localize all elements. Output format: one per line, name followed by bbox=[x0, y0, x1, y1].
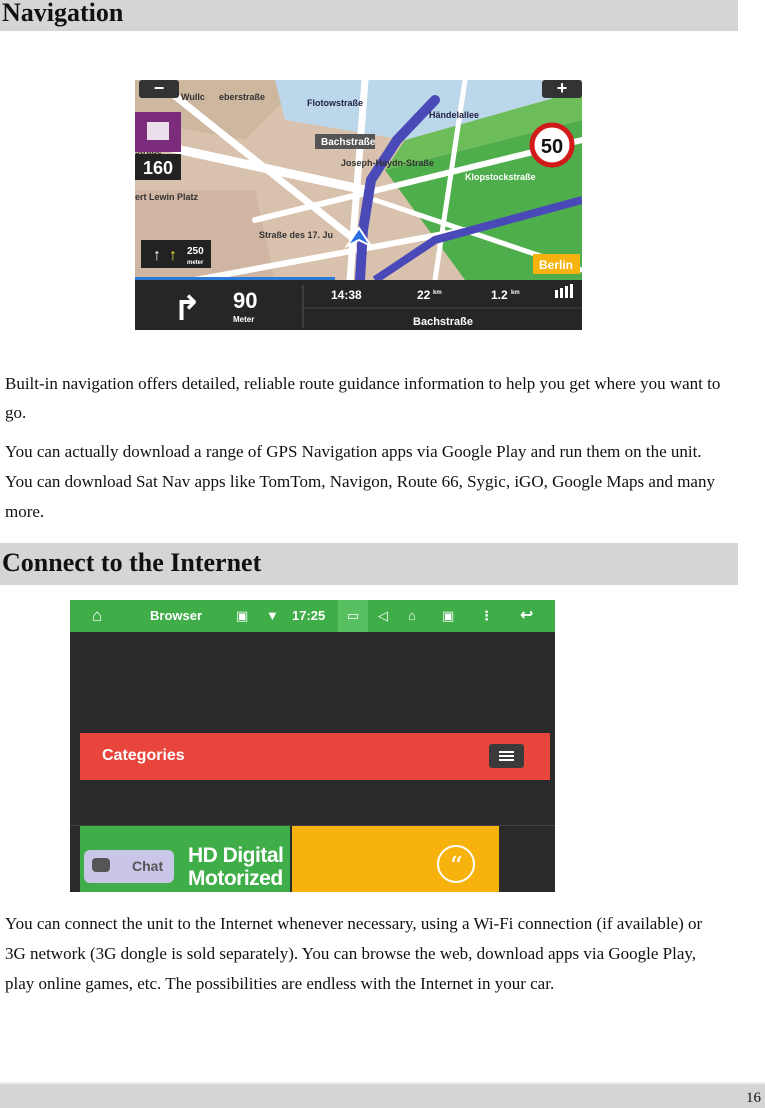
arrival-time: 14:38 bbox=[331, 288, 362, 302]
chat-label: Chat bbox=[132, 858, 164, 874]
svg-text:km: km bbox=[511, 290, 520, 296]
tile-text-line2: Motorized bbox=[188, 867, 283, 890]
quote-tile[interactable] bbox=[292, 826, 499, 892]
browser-topbar bbox=[70, 600, 555, 632]
navigation-paragraph-1: Built-in navigation offers detailed, reliable route guidance information to help you get where you want to go. bbox=[5, 374, 721, 422]
street-label: Händelallee bbox=[429, 110, 480, 120]
internet-paragraph-1: You can connect the unit to the Internet whenever necessary, using a Wi-Fi connection (if available) or 3G network (3G dongle is sold separately). You can browse the web, download apps via Google Play, play online games, etc. The possibilities are endless with the Internet in your car. bbox=[5, 914, 703, 993]
window-icon[interactable]: ▭ bbox=[338, 600, 368, 632]
more-icon[interactable]: ⋮ bbox=[480, 608, 493, 623]
street-label: Klopstockstraße bbox=[465, 172, 536, 182]
turn-arrow-icon: ↱ bbox=[173, 290, 202, 328]
quote-icon: “ bbox=[437, 845, 475, 883]
home-icon[interactable]: ⌂ bbox=[92, 606, 103, 625]
page-footer bbox=[0, 1082, 765, 1108]
categories-label: Categories bbox=[102, 747, 185, 764]
current-speed: 160 bbox=[142, 158, 174, 178]
chat-button[interactable] bbox=[84, 850, 174, 883]
street-label: Bachstraße bbox=[321, 137, 376, 148]
svg-text:↑: ↑ bbox=[169, 247, 177, 264]
street-label: ert Lewin Platz bbox=[135, 192, 199, 202]
status-clock: 17:25 bbox=[292, 608, 326, 623]
svg-text:Berlin: Berlin bbox=[538, 258, 574, 272]
svg-text:↑: ↑ bbox=[153, 247, 161, 264]
back-icon[interactable]: ↩ bbox=[520, 607, 534, 624]
svg-text:−: − bbox=[153, 80, 165, 98]
street-label: Straße des 17. Ju bbox=[259, 230, 334, 240]
next-distance: 1.2 bbox=[491, 288, 508, 302]
street-label: eberstraße bbox=[219, 92, 266, 102]
categories-bar[interactable] bbox=[80, 733, 550, 780]
svg-text:Meter: Meter bbox=[233, 315, 255, 324]
page-number: 16 bbox=[746, 1090, 761, 1106]
navigation-paragraph-2: You can actually download a range of GPS Navigation apps via Google Play and run them on the unit. You can download Sat Nav apps like TomTom, Navigon, Route 66, Sygic, iGO, Google Maps and many more. bbox=[5, 442, 715, 521]
street-label: Flotowstraße bbox=[307, 98, 364, 108]
navigation-map-screenshot bbox=[135, 80, 582, 330]
home-outline-icon[interactable]: ⌂ bbox=[408, 608, 416, 623]
svg-text:km: km bbox=[433, 290, 442, 296]
gallery-icon: ▣ bbox=[236, 608, 249, 623]
browser-screenshot bbox=[70, 600, 555, 892]
menu-icon[interactable] bbox=[489, 744, 524, 768]
svg-text:+: + bbox=[556, 80, 568, 98]
svg-text:50: 50 bbox=[540, 136, 564, 158]
chat-bubble-icon bbox=[92, 858, 110, 872]
browser-app-title: Browser bbox=[150, 608, 203, 623]
current-street: Bachstraße bbox=[413, 316, 473, 328]
volume-icon[interactable]: ◁ bbox=[378, 608, 388, 623]
svg-text:meter: meter bbox=[187, 260, 204, 266]
section-title-navigation: Navigation bbox=[0, 0, 738, 31]
remaining-distance: 22 bbox=[417, 288, 431, 302]
tile-text-line1: HD Digital bbox=[188, 844, 284, 867]
svg-text:250: 250 bbox=[187, 246, 204, 257]
street-label: Joseph-Haydn-Straße bbox=[341, 158, 435, 168]
wifi-icon: ▼ bbox=[266, 608, 279, 623]
screen-icon[interactable]: ▣ bbox=[442, 608, 455, 623]
street-label: Wullc bbox=[181, 92, 205, 102]
turn-distance: 90 bbox=[233, 288, 258, 313]
section-title-internet: Connect to the Internet bbox=[0, 543, 738, 585]
